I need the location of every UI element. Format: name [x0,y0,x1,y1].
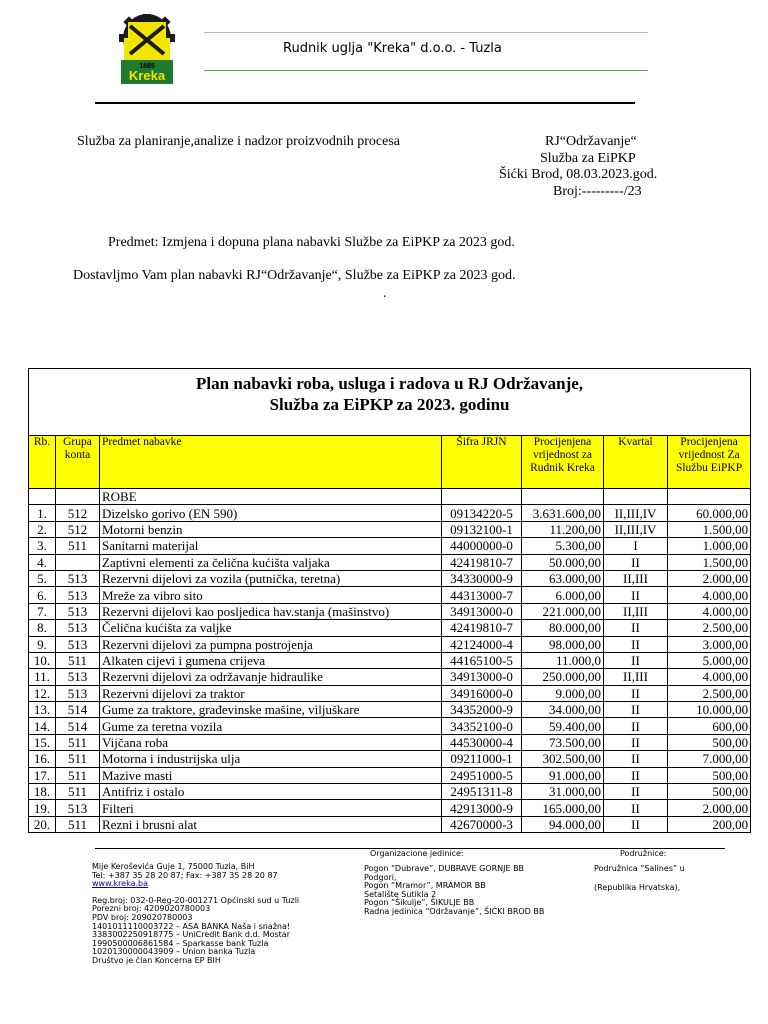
cell-sifra: 34352000-9 [442,702,522,718]
cell-sifra: 42419810-7 [442,554,522,570]
logo-text: Kreka [128,68,166,83]
table-row [29,587,751,603]
col-vrijednost-eipkp: Procijenjena vrijednost Za Službu EiPKP [668,436,751,489]
footer-org-units [364,865,544,917]
cell-kvartal: II [604,702,668,718]
org-unit-6: Radna jedinica “Održavanje”, ŠIĆKI BROD BB [364,906,545,916]
table-row [29,521,751,537]
cell-kvartal: II [604,800,668,816]
document-number: Broj:---------/23 [553,184,642,199]
table-row [29,767,751,783]
cell-predmet: Motorna i industrijska ulja [100,751,442,767]
table-row [29,570,751,586]
table-title-line1: Plan nabavki roba, usluga i radova u RJ Održavanje, [196,374,584,393]
cell-kvartal: II,III [604,570,668,586]
cell-veip: 4.000,00 [668,587,751,603]
cell-kvartal: II [604,751,668,767]
cell-sifra: 24951311-8 [442,784,522,800]
cell-rb: 16. [29,751,56,767]
cell-predmet: Rezni i brusni alat [100,816,442,832]
cell-kvartal: II,III,IV [604,505,668,521]
table-row [29,603,751,619]
cell-rb: 13. [29,702,56,718]
cell-veip: 2.000,00 [668,800,751,816]
subsidiary-1: Podružnica “Salines” u [594,864,685,873]
cell-predmet: Mreže za vibro sito [100,587,442,603]
cell-grupa: 513 [56,636,100,652]
cell-vrk: 9.000,00 [522,685,604,701]
table-row [29,505,751,521]
cell-grupa: 513 [56,587,100,603]
footer-phone: Tel: +387 35 28 20 87; Fax: +387 35 28 20 87 [92,870,278,880]
table-title-line2: Služba za EiPKP za 2023. godinu [269,395,510,414]
cell-predmet: Sanitarni materijal [100,538,442,554]
cell-rb: 14. [29,718,56,734]
cell-predmet: Rezervni dijelovi za održavanje hidraulike [100,669,442,685]
cell-rb: 9. [29,636,56,652]
footer-left [92,863,299,966]
table-row [29,669,751,685]
table-row [29,784,751,800]
cell-vrk: 34.000,00 [522,702,604,718]
footer-bank1: 1401011110003722 – ASA BANKA Naša i snažna! [92,921,291,931]
cell-grupa: 513 [56,685,100,701]
col-kvartal: Kvartal [604,436,668,489]
section-row [29,489,751,505]
org-units-title: Organizacione jedinice: [370,849,464,858]
cell-vrk: 302.500,00 [522,751,604,767]
footer-vat: PDV broj: 209020780003 [92,912,193,922]
cell-rb: 10. [29,652,56,668]
cell-kvartal: II [604,620,668,636]
cell-sifra: 42670000-3 [442,816,522,832]
cell-rb: 15. [29,734,56,750]
cell-rb: 6. [29,587,56,603]
cell-rb: 17. [29,767,56,783]
cell-predmet: Čelična kućišta za valjke [100,620,442,636]
cell-veip: 1.000,00 [668,538,751,554]
cell-kvartal: II,III [604,603,668,619]
footer-concern: Društvo je član Koncerna EP BIH [92,955,221,965]
cell-predmet: Filteri [100,800,442,816]
cell-sifra: 34352100-0 [442,718,522,734]
body-text: Dostavljmo Vam plan nabavki RJ“Održavanje“, Službe za EiPKP za 2023 god. [73,268,516,283]
table-row [29,702,751,718]
cell-vrk: 6.000,00 [522,587,604,603]
table-row [29,620,751,636]
kreka-logo [118,14,176,84]
header-divider-green [204,70,648,71]
header-divider [204,32,648,33]
table-row [29,636,751,652]
cell-grupa: 513 [56,603,100,619]
cell-grupa: 513 [56,800,100,816]
cell-vrk: 250.000,00 [522,669,604,685]
cell-sifra: 24951000-5 [442,767,522,783]
cell-veip: 600,00 [668,718,751,734]
cell-kvartal: II [604,734,668,750]
table-row [29,685,751,701]
cell-predmet: Rezervni dijelovi za pumpna postrojenja [100,636,442,652]
cell-rb: 19. [29,800,56,816]
sender-department: Služba za planiranje,analize i nadzor proizvodnih procesa [77,134,401,149]
procurement-plan-table [28,368,750,833]
cell-grupa: 511 [56,784,100,800]
cell-veip: 3.000,00 [668,636,751,652]
cell-predmet: Gume za traktore, građevinske mašine, viljuškare [100,702,442,718]
cell-vrk: 165.000,00 [522,800,604,816]
cell-kvartal: II [604,636,668,652]
cell-sifra: 42124000-4 [442,636,522,652]
cell-vrk: 3.631.600,00 [522,505,604,521]
col-sifra: Šifra JRJN [442,436,522,489]
table-row [29,816,751,832]
cell-rb: 12. [29,685,56,701]
org-unit-2: Podgori, [364,872,397,882]
cell-sifra: 44165100-5 [442,652,522,668]
cell-kvartal: II [604,685,668,701]
cell-veip: 1.500,00 [668,554,751,570]
cell-veip: 2.000,00 [668,570,751,586]
cell-veip: 2.500,00 [668,685,751,701]
subsidiary-2: (Republika Hrvatska), [594,883,681,892]
cell-vrk: 31.000,00 [522,784,604,800]
cell-vrk: 63.000,00 [522,570,604,586]
cell-rb: 11. [29,669,56,685]
cell-predmet: Alkaten cijevi i gumena crijeva [100,652,442,668]
table-row [29,800,751,816]
col-grupa-konta: Grupa konta [56,436,100,489]
cell-vrk: 91.000,00 [522,767,604,783]
table-row [29,652,751,668]
table-row [29,718,751,734]
recipient-unit: RJ“Održavanje“ [545,134,637,149]
cell-grupa: 512 [56,521,100,537]
cell-kvartal: II [604,816,668,832]
cell-rb: 20. [29,816,56,832]
table-row [29,554,751,570]
cell-rb: 4. [29,554,56,570]
cell-kvartal: II [604,652,668,668]
cell-rb: 3. [29,538,56,554]
cell-sifra: 34330000-9 [442,570,522,586]
cell-grupa: 512 [56,505,100,521]
table-row [29,538,751,554]
footer-bank3: 1990500006861584 – Sparkasse bank Tuzla [92,938,269,948]
cell-grupa: 511 [56,734,100,750]
org-unit-3: Pogon “Mramor”, MRAMOR BB [364,881,486,891]
cell-predmet: Zaptivni elementi za čelična kućišta valjaka [100,554,442,570]
org-unit-1: Pogon “Dubrave”, DUBRAVE GORNJE BB [364,864,525,873]
cell-predmet: Dizelsko gorivo (EN 590) [100,505,442,521]
cell-grupa: 511 [56,652,100,668]
cell-grupa: 514 [56,718,100,734]
cell-sifra: 42913000-9 [442,800,522,816]
cell-grupa: 511 [56,767,100,783]
cell-kvartal: II,III,IV [604,521,668,537]
col-vrijednost-rk: Procijenjena vrijednost za Rudnik Kreka [522,436,604,489]
section-label: ROBE [100,489,442,505]
cell-grupa: 511 [56,538,100,554]
cell-predmet: Motorni benzin [100,521,442,537]
cell-predmet: Mazive masti [100,767,442,783]
cell-veip: 5.000,00 [668,652,751,668]
cell-vrk: 98.000,00 [522,636,604,652]
cell-veip: 7.000,00 [668,751,751,767]
cell-kvartal: II [604,718,668,734]
cell-vrk: 5.300,00 [522,538,604,554]
cell-predmet: Rezervni dijelovi kao posljedica hav.stanja (mašinstvo) [100,603,442,619]
table-title [29,369,751,436]
cell-rb: 5. [29,570,56,586]
cell-veip: 4.000,00 [668,603,751,619]
cell-veip: 200,00 [668,816,751,832]
place-date: Šićki Brod, 08.03.2023.god. [499,167,658,182]
cell-veip: 10.000,00 [668,702,751,718]
cell-vrk: 73.500,00 [522,734,604,750]
subject-line: Predmet: Izmjena i dopuna plana nabavki Službe za EiPKP za 2023 god. [108,235,515,250]
cell-rb: 7. [29,603,56,619]
website-link[interactable]: www.kreka.ba [92,879,149,889]
logo-year: 1885 [139,63,155,70]
cell-vrk: 11.000,0 [522,652,604,668]
cell-veip: 1.500,00 [668,521,751,537]
company-name: Rudnik uglja "Kreka" d.o.o. - Tuzla [283,41,502,56]
cell-sifra: 34913000-0 [442,603,522,619]
subsidiaries-title: Podružnice: [620,849,667,858]
cell-sifra: 44000000-0 [442,538,522,554]
col-rb: Rb. [29,436,56,489]
footer-reg: Reg.broj: 032-0-Reg-20-001271 Općinski sud u Tuzli [92,895,300,905]
cell-vrk: 80.000,00 [522,620,604,636]
cell-vrk: 59.400,00 [522,718,604,734]
cell-veip: 500,00 [668,784,751,800]
cell-sifra: 34916000-0 [442,685,522,701]
cell-rb: 2. [29,521,56,537]
cell-sifra: 09211000-1 [442,751,522,767]
org-unit-5: Pogon “Šikulje”, ŠIKULJE BB [364,898,475,908]
cell-sifra: 34913000-0 [442,669,522,685]
cell-grupa: 514 [56,702,100,718]
header-rule [95,102,635,104]
cell-predmet: Rezervni dijelovi za traktor [100,685,442,701]
col-predmet: Predmet nabavke [100,436,442,489]
cell-vrk: 50.000,00 [522,554,604,570]
cell-sifra: 42419810-7 [442,620,522,636]
cell-kvartal: I [604,538,668,554]
cell-sifra: 44530000-4 [442,734,522,750]
cell-sifra: 09134220-5 [442,505,522,521]
cell-rb: 8. [29,620,56,636]
footer-tax: Porezni broj: 4209020780003 [92,904,211,914]
cell-kvartal: II,III [604,669,668,685]
cell-kvartal: II [604,587,668,603]
cell-grupa: 513 [56,620,100,636]
cell-veip: 500,00 [668,767,751,783]
cell-vrk: 221.000,00 [522,603,604,619]
cell-veip: 500,00 [668,734,751,750]
footer-bank2: 3383002250918775 – UniCredit Bank d.d. Mostar [92,930,290,940]
cell-grupa: 511 [56,751,100,767]
cell-veip: 60.000,00 [668,505,751,521]
table-row [29,734,751,750]
cell-vrk: 94.000,00 [522,816,604,832]
body-dot: . [383,286,387,301]
cell-kvartal: II [604,784,668,800]
cell-predmet: Gume za teretna vozila [100,718,442,734]
cell-veip: 2.500,00 [668,620,751,636]
table-row [29,751,751,767]
cell-grupa: 511 [56,816,100,832]
cell-predmet: Vijčana roba [100,734,442,750]
footer-address: Mije Keroševića Guje 1, 75000 Tuzla, BiH [92,862,255,871]
cell-vrk: 11.200,00 [522,521,604,537]
recipient-service: Služba za EiPKP [540,151,636,166]
cell-rb: 18. [29,784,56,800]
footer-bank4: 1020130000043909 – Union banka Tuzla [92,947,256,957]
cell-veip: 4.000,00 [668,669,751,685]
cell-rb: 1. [29,505,56,521]
org-unit-4: Setalište Sutikla 2 [364,889,437,899]
cell-sifra: 44313000-7 [442,587,522,603]
cell-grupa: 513 [56,669,100,685]
cell-kvartal: II [604,767,668,783]
cell-grupa: 513 [56,570,100,586]
cell-grupa [56,554,100,570]
cell-predmet: Antifriz i ostalo [100,784,442,800]
cell-sifra: 09132100-1 [442,521,522,537]
cell-predmet: Rezervni dijelovi za vozila (putnička, teretna) [100,570,442,586]
cell-kvartal: II [604,554,668,570]
